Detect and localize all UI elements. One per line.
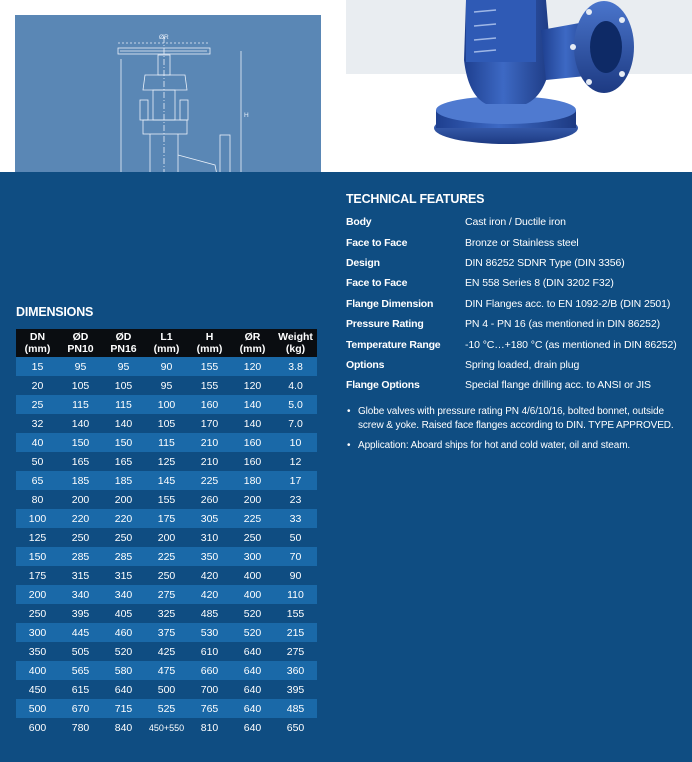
table-cell: 810 bbox=[188, 718, 231, 737]
table-cell: 250 bbox=[145, 566, 188, 585]
table-cell: 340 bbox=[102, 585, 145, 604]
spec-key: Body bbox=[346, 216, 372, 229]
column-header-line: (mm) bbox=[153, 343, 180, 355]
table-cell: 285 bbox=[102, 547, 145, 566]
table-cell: 350 bbox=[16, 642, 59, 661]
table-cell: 400 bbox=[231, 566, 274, 585]
table-cell: 640 bbox=[102, 680, 145, 699]
spec-row bbox=[346, 375, 686, 395]
bullet-icon: • bbox=[347, 406, 351, 417]
table-cell: 340 bbox=[59, 585, 102, 604]
spec-value: PN 4 - PN 16 (as mentioned in DIN 86252) bbox=[465, 318, 661, 331]
table-cell: 210 bbox=[188, 452, 231, 471]
table-cell: 700 bbox=[188, 680, 231, 699]
table-cell: 150 bbox=[102, 433, 145, 452]
table-row bbox=[16, 680, 317, 699]
spec-value: DIN Flanges acc. to EN 1092-2/B (DIN 2501) bbox=[465, 297, 671, 310]
table-cell: 160 bbox=[188, 395, 231, 414]
table-cell: 200 bbox=[145, 528, 188, 547]
table-row bbox=[16, 414, 317, 433]
table-cell: 105 bbox=[145, 414, 188, 433]
table-cell: 640 bbox=[231, 661, 274, 680]
table-cell: 175 bbox=[145, 509, 188, 528]
table-cell: 640 bbox=[231, 642, 274, 661]
table-row bbox=[16, 718, 317, 737]
spec-key: Face to Face bbox=[346, 277, 408, 290]
table-cell: 105 bbox=[102, 376, 145, 395]
table-cell: 275 bbox=[274, 642, 317, 661]
spec-value: Spring loaded, drain plug bbox=[465, 358, 580, 371]
table-cell: 115 bbox=[102, 395, 145, 414]
table-cell: 520 bbox=[102, 642, 145, 661]
spec-row bbox=[346, 314, 686, 334]
column-header-line: Weight bbox=[278, 331, 313, 343]
table-row bbox=[16, 395, 317, 414]
table-cell: 32 bbox=[16, 414, 59, 433]
table-cell: 65 bbox=[16, 471, 59, 490]
spec-row bbox=[346, 212, 686, 232]
table-cell: 225 bbox=[231, 509, 274, 528]
bolt-left bbox=[140, 100, 148, 120]
table-cell: 420 bbox=[188, 566, 231, 585]
table-cell: 250 bbox=[16, 604, 59, 623]
table-row bbox=[16, 623, 317, 642]
table-cell: 4.0 bbox=[274, 376, 317, 395]
column-header-line: (mm) bbox=[239, 343, 266, 355]
table-cell: 180 bbox=[231, 471, 274, 490]
column-header bbox=[188, 329, 231, 357]
table-cell: 120 bbox=[231, 376, 274, 395]
table-cell: 840 bbox=[102, 718, 145, 737]
table-cell: 50 bbox=[16, 452, 59, 471]
table-cell: 315 bbox=[102, 566, 145, 585]
column-header-line: L1 bbox=[160, 331, 173, 343]
table-cell: 210 bbox=[188, 433, 231, 452]
table-cell: 200 bbox=[231, 490, 274, 509]
table-cell: 155 bbox=[145, 490, 188, 509]
spec-row bbox=[346, 334, 686, 354]
table-cell: 225 bbox=[188, 471, 231, 490]
column-header bbox=[145, 329, 188, 357]
table-cell: 215 bbox=[274, 623, 317, 642]
table-cell: 200 bbox=[59, 490, 102, 509]
spec-value: DIN 86252 SDNR Type (DIN 3356) bbox=[465, 256, 625, 269]
table-cell: 400 bbox=[231, 585, 274, 604]
column-header bbox=[16, 329, 59, 357]
table-cell: 640 bbox=[231, 718, 274, 737]
note-item bbox=[346, 405, 676, 433]
column-header bbox=[231, 329, 274, 357]
table-cell: 315 bbox=[59, 566, 102, 585]
table-cell: 405 bbox=[102, 604, 145, 623]
table-row bbox=[16, 661, 317, 680]
table-cell: 155 bbox=[188, 376, 231, 395]
table-cell: 715 bbox=[102, 699, 145, 718]
dimensions-table bbox=[16, 329, 317, 737]
table-cell: 200 bbox=[16, 585, 59, 604]
note-text: Globe valves with pressure rating PN 4/6/10/16, bolted bonnet, outside screw & yoke. Raised face flanges according to DIN. TYPE APPROVED. bbox=[358, 406, 674, 431]
table-cell: 500 bbox=[145, 680, 188, 699]
technical-features-title: TECHNICAL FEATURES bbox=[346, 192, 485, 206]
table-cell: 395 bbox=[274, 680, 317, 699]
table-cell: 115 bbox=[59, 395, 102, 414]
table-cell: 615 bbox=[59, 680, 102, 699]
table-cell: 530 bbox=[188, 623, 231, 642]
valve-photo bbox=[346, 0, 692, 172]
table-cell: 150 bbox=[59, 433, 102, 452]
table-cell: 420 bbox=[188, 585, 231, 604]
table-cell: 225 bbox=[145, 547, 188, 566]
table-cell: 520 bbox=[231, 623, 274, 642]
spec-value: Cast iron / Ductile iron bbox=[465, 216, 566, 229]
table-cell: 325 bbox=[145, 604, 188, 623]
dimensions-title: DIMENSIONS bbox=[16, 305, 94, 319]
table-cell: 165 bbox=[59, 452, 102, 471]
spec-value: Special flange drilling acc. to ANSI or JIS bbox=[465, 379, 651, 392]
spec-value: -10 °C…+180 °C (as mentioned in DIN 86252) bbox=[465, 338, 677, 351]
spec-row bbox=[346, 294, 686, 314]
table-cell: 140 bbox=[231, 414, 274, 433]
table-cell: 220 bbox=[102, 509, 145, 528]
table-cell: 610 bbox=[188, 642, 231, 661]
column-header-line: ØR bbox=[244, 331, 261, 343]
note-item bbox=[346, 439, 676, 453]
table-cell: 140 bbox=[231, 395, 274, 414]
column-header-line: DN bbox=[29, 331, 46, 343]
valve-illustration bbox=[346, 0, 692, 172]
table-cell: 95 bbox=[59, 357, 102, 376]
label-r: ØR bbox=[159, 34, 169, 41]
table-cell: 155 bbox=[274, 604, 317, 623]
spec-key: Pressure Rating bbox=[346, 318, 424, 331]
bolt-right bbox=[180, 100, 188, 120]
label-h: H bbox=[244, 112, 249, 119]
table-row bbox=[16, 566, 317, 585]
table-cell: 285 bbox=[59, 547, 102, 566]
spec-key: Face to Face bbox=[346, 236, 408, 249]
table-cell: 525 bbox=[145, 699, 188, 718]
table-cell: 160 bbox=[231, 433, 274, 452]
table-cell: 445 bbox=[59, 623, 102, 642]
table-cell: 155 bbox=[188, 357, 231, 376]
table-cell: 200 bbox=[102, 490, 145, 509]
table-cell: 5.0 bbox=[274, 395, 317, 414]
table-row bbox=[16, 490, 317, 509]
table-cell: 185 bbox=[59, 471, 102, 490]
column-header-line: (kg) bbox=[285, 343, 306, 355]
bolt-hole bbox=[570, 44, 576, 50]
column-header-line: ØD bbox=[115, 331, 132, 343]
table-cell: 33 bbox=[274, 509, 317, 528]
table-cell: 670 bbox=[59, 699, 102, 718]
table-cell: 80 bbox=[16, 490, 59, 509]
column-header bbox=[274, 329, 317, 357]
table-cell: 485 bbox=[188, 604, 231, 623]
column-header bbox=[59, 329, 102, 357]
table-cell: 170 bbox=[188, 414, 231, 433]
table-cell: 7.0 bbox=[274, 414, 317, 433]
table-cell: 450+550 bbox=[145, 718, 188, 737]
yoke bbox=[143, 75, 187, 90]
column-header-line: (mm) bbox=[196, 343, 223, 355]
table-row bbox=[16, 604, 317, 623]
bullet-icon: • bbox=[347, 440, 351, 451]
table-cell: 275 bbox=[145, 585, 188, 604]
side-flange-bore bbox=[590, 21, 622, 73]
table-cell: 305 bbox=[188, 509, 231, 528]
table-cell: 100 bbox=[145, 395, 188, 414]
table-cell: 115 bbox=[145, 433, 188, 452]
table-row bbox=[16, 547, 317, 566]
table-cell: 400 bbox=[16, 661, 59, 680]
table-cell: 220 bbox=[59, 509, 102, 528]
table-cell: 250 bbox=[59, 528, 102, 547]
column-header-line: PN10 bbox=[67, 343, 94, 355]
spec-key: Temperature Range bbox=[346, 338, 441, 351]
table-cell: 10 bbox=[274, 433, 317, 452]
spec-row bbox=[346, 355, 686, 375]
table-cell: 475 bbox=[145, 661, 188, 680]
table-cell: 95 bbox=[102, 357, 145, 376]
spec-row bbox=[346, 232, 686, 252]
table-cell: 3.8 bbox=[274, 357, 317, 376]
table-cell: 425 bbox=[145, 642, 188, 661]
table-cell: 640 bbox=[231, 680, 274, 699]
table-cell: 50 bbox=[274, 528, 317, 547]
table-row bbox=[16, 528, 317, 547]
table-cell: 15 bbox=[16, 357, 59, 376]
table-cell: 145 bbox=[145, 471, 188, 490]
table-cell: 505 bbox=[59, 642, 102, 661]
table-cell: 90 bbox=[145, 357, 188, 376]
bolt-hole bbox=[619, 17, 625, 23]
table-cell: 185 bbox=[102, 471, 145, 490]
table-cell: 640 bbox=[231, 699, 274, 718]
table-cell: 500 bbox=[16, 699, 59, 718]
column-header bbox=[102, 329, 145, 357]
table-cell: 12 bbox=[274, 452, 317, 471]
table-cell: 125 bbox=[16, 528, 59, 547]
table-row bbox=[16, 585, 317, 604]
table-cell: 250 bbox=[231, 528, 274, 547]
table-cell: 395 bbox=[59, 604, 102, 623]
table-cell: 175 bbox=[16, 566, 59, 585]
table-row bbox=[16, 699, 317, 718]
column-header-line: (mm) bbox=[24, 343, 51, 355]
bolt-hole bbox=[619, 71, 625, 77]
note-text: Application: Aboard ships for hot and cold water, oil and steam. bbox=[358, 440, 631, 451]
table-row bbox=[16, 509, 317, 528]
spec-key: Options bbox=[346, 358, 385, 371]
table-cell: 260 bbox=[188, 490, 231, 509]
feature-notes bbox=[346, 405, 676, 459]
table-cell: 485 bbox=[274, 699, 317, 718]
spec-row bbox=[346, 253, 686, 273]
column-header-line: ØD bbox=[72, 331, 89, 343]
table-cell: 120 bbox=[231, 357, 274, 376]
table-cell: 660 bbox=[188, 661, 231, 680]
table-cell: 250 bbox=[102, 528, 145, 547]
table-cell: 160 bbox=[231, 452, 274, 471]
table-cell: 23 bbox=[274, 490, 317, 509]
column-header-line: PN16 bbox=[110, 343, 137, 355]
table-cell: 520 bbox=[231, 604, 274, 623]
table-cell: 450 bbox=[16, 680, 59, 699]
table-row bbox=[16, 433, 317, 452]
table-cell: 780 bbox=[59, 718, 102, 737]
table-cell: 565 bbox=[59, 661, 102, 680]
table-cell: 310 bbox=[188, 528, 231, 547]
table-row bbox=[16, 452, 317, 471]
table-cell: 40 bbox=[16, 433, 59, 452]
table-cell: 105 bbox=[59, 376, 102, 395]
spec-key: Flange Options bbox=[346, 379, 420, 392]
column-header-line: H bbox=[205, 331, 214, 343]
table-row bbox=[16, 376, 317, 395]
spec-key: Design bbox=[346, 256, 380, 269]
table-cell: 460 bbox=[102, 623, 145, 642]
table-cell: 70 bbox=[274, 547, 317, 566]
table-row bbox=[16, 357, 317, 376]
table-cell: 375 bbox=[145, 623, 188, 642]
table-cell: 140 bbox=[102, 414, 145, 433]
table-cell: 300 bbox=[16, 623, 59, 642]
spec-key: Flange Dimension bbox=[346, 297, 434, 310]
table-row bbox=[16, 642, 317, 661]
table-cell: 165 bbox=[102, 452, 145, 471]
table-cell: 100 bbox=[16, 509, 59, 528]
table-cell: 140 bbox=[59, 414, 102, 433]
bolt-hole bbox=[586, 9, 592, 15]
table-cell: 350 bbox=[188, 547, 231, 566]
bonnet-flange bbox=[143, 120, 187, 134]
table-cell: 765 bbox=[188, 699, 231, 718]
table-cell: 125 bbox=[145, 452, 188, 471]
table-cell: 25 bbox=[16, 395, 59, 414]
table-cell: 20 bbox=[16, 376, 59, 395]
table-cell: 90 bbox=[274, 566, 317, 585]
table-cell: 360 bbox=[274, 661, 317, 680]
table-cell: 580 bbox=[102, 661, 145, 680]
technical-features-table bbox=[346, 212, 686, 396]
table-row bbox=[16, 471, 317, 490]
table-cell: 17 bbox=[274, 471, 317, 490]
spec-value: EN 558 Series 8 (DIN 3202 F32) bbox=[465, 277, 614, 290]
table-cell: 650 bbox=[274, 718, 317, 737]
table-cell: 95 bbox=[145, 376, 188, 395]
valve-bonnet-shape bbox=[466, 0, 536, 62]
spec-value: Bronze or Stainless steel bbox=[465, 236, 579, 249]
spec-row bbox=[346, 273, 686, 293]
table-cell: 110 bbox=[274, 585, 317, 604]
table-cell: 300 bbox=[231, 547, 274, 566]
table-cell: 600 bbox=[16, 718, 59, 737]
bolt-hole bbox=[586, 79, 592, 85]
table-cell: 150 bbox=[16, 547, 59, 566]
